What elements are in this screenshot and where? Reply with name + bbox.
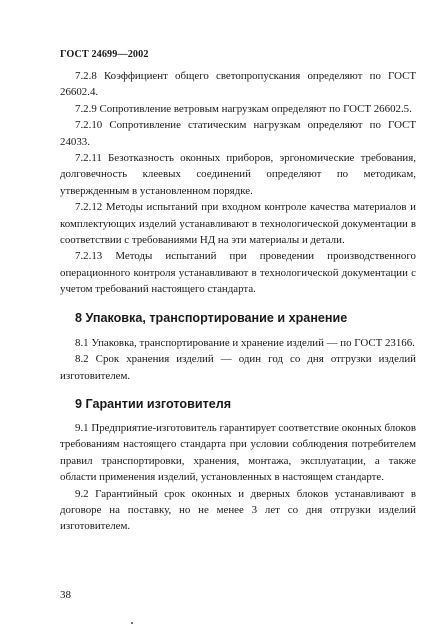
paragraph-9-2: 9.2 Гарантийный срок оконных и дверных блоков устанавливают в договоре на поставку, но не менее 3 лет со дня отгрузки изделий изготовителем.: [60, 487, 416, 533]
section-8-heading: 8 Упаковка, транспортирование и хранение: [75, 310, 348, 325]
page-number: 38: [60, 589, 71, 601]
paragraph-8-1: 8.1 Упаковка, транспортирование и хранение изделий — по ГОСТ 23166.: [75, 336, 415, 349]
paragraph-8-2: 8.2 Срок хранения изделий — один год со дня отгрузки изделий изготовителем.: [60, 353, 416, 382]
section-9-heading: 9 Гарантии изготовителя: [75, 396, 232, 411]
paragraph-7-2-11: 7.2.11 Безотказность оконных приборов, эргономические требования, долговечность клеевых соединений определяют по методикам, утвержденным в установленном порядке.: [60, 152, 416, 197]
paragraph-7-2-10: 7.2.10 Сопротивление статическим нагрузкам определяют по ГОСТ 24033.: [60, 119, 416, 148]
paragraph-7-2-12: 7.2.12 Методы испытаний при входном контроле качества материалов и комплектующих изделий устанавливают в технологической документации в соответствии с требованиями НД на эти материалы и детали.: [60, 201, 416, 247]
paragraph-9-1: 9.1 Предприятие-изготовитель гарантирует соответствие оконных блоков требованиям настоящего стандарта при условии соблюдения потребителем правил транспортировки, хранения, монтажа, эксплуатации, а также области применения изделий, установленных в настоящем стандарте.: [60, 421, 416, 484]
paragraph-7-2-13: 7.2.13 Методы испытаний при проведении производственного операционного контроля устанавливают в технологической документации с учетом требований настоящего стандарта.: [60, 250, 416, 296]
running-header: ГОСТ 24699—2002: [60, 49, 149, 60]
page-content: [60, 68, 416, 535]
paragraph-7-2-8: 7.2.8 Коэффициент общего светопропускания определяют по ГОСТ 26602.4.: [60, 70, 416, 99]
paragraph-7-2-9: 7.2.9 Сопротивление ветровым нагрузкам определяют по ГОСТ 26602.5.: [75, 102, 412, 115]
scan-speck: [131, 622, 133, 624]
